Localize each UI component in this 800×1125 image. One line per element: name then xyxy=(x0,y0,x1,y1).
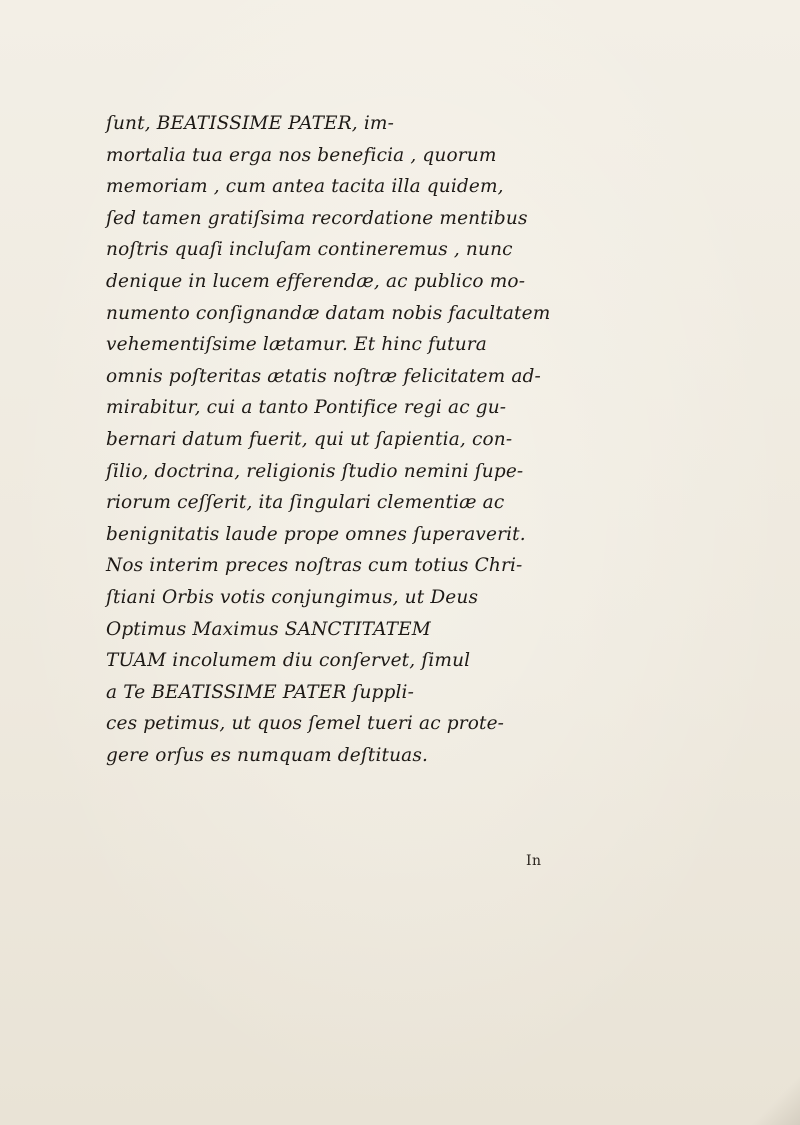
text-line: noſtris quaſi incluſam contineremus , nunc xyxy=(106,239,513,261)
text-line: ces petimus, ut quos ſemel tueri ac prote- xyxy=(106,713,505,735)
text-line: denique in lucem efferendæ, ac publico mo- xyxy=(106,270,526,292)
text-line: benignitatis laude prope omnes ſuperaverit. xyxy=(106,523,526,545)
page-corner-shadow xyxy=(740,1075,800,1125)
text-line: omnis poſteritas ætatis noſtræ felicitatem ad- xyxy=(106,365,541,387)
text-line: ſtiani Orbis votis conjungimus, ut Deus xyxy=(106,586,479,608)
text-line: mirabitur, cui a tanto Pontifice regi ac gu- xyxy=(106,397,507,419)
text-line: memoriam , cum antea tacita illa quidem, xyxy=(106,176,504,198)
text-line: bernari datum fuerit, qui ut ſapientia, con- xyxy=(106,428,513,450)
text-line: mortalia tua erga nos beneficia , quorum xyxy=(106,144,497,166)
text-line: TUAM incolumem diu conſervet, ſimul xyxy=(106,650,471,672)
text-line: ſilio, doctrina, religionis ſtudio nemini ſupe- xyxy=(106,460,524,482)
text-line: riorum ceſſerit, ita ſingulari clementiæ ac xyxy=(106,492,505,514)
text-line: numento conſignandæ datam nobis facultatem xyxy=(106,302,551,324)
latin-text-block xyxy=(106,108,576,771)
text-line: ſunt, BEATISSIME PATER, im- xyxy=(106,113,395,134)
text-line: Optimus Maximus SANCTITATEM xyxy=(106,618,431,640)
text-line: a Te BEATISSIME PATER ſuppli- xyxy=(106,681,415,703)
text-line: vehementiſsime lætamur. Et hinc futura xyxy=(106,334,487,356)
text-line: ſed tamen gratiſsima recordatione mentibus xyxy=(106,207,528,229)
text-line: gere orſus es numquam deſtituas. xyxy=(106,744,429,766)
text-line: Nos interim preces noſtras cum totius Chri- xyxy=(106,555,523,577)
catchword: In xyxy=(526,853,542,869)
